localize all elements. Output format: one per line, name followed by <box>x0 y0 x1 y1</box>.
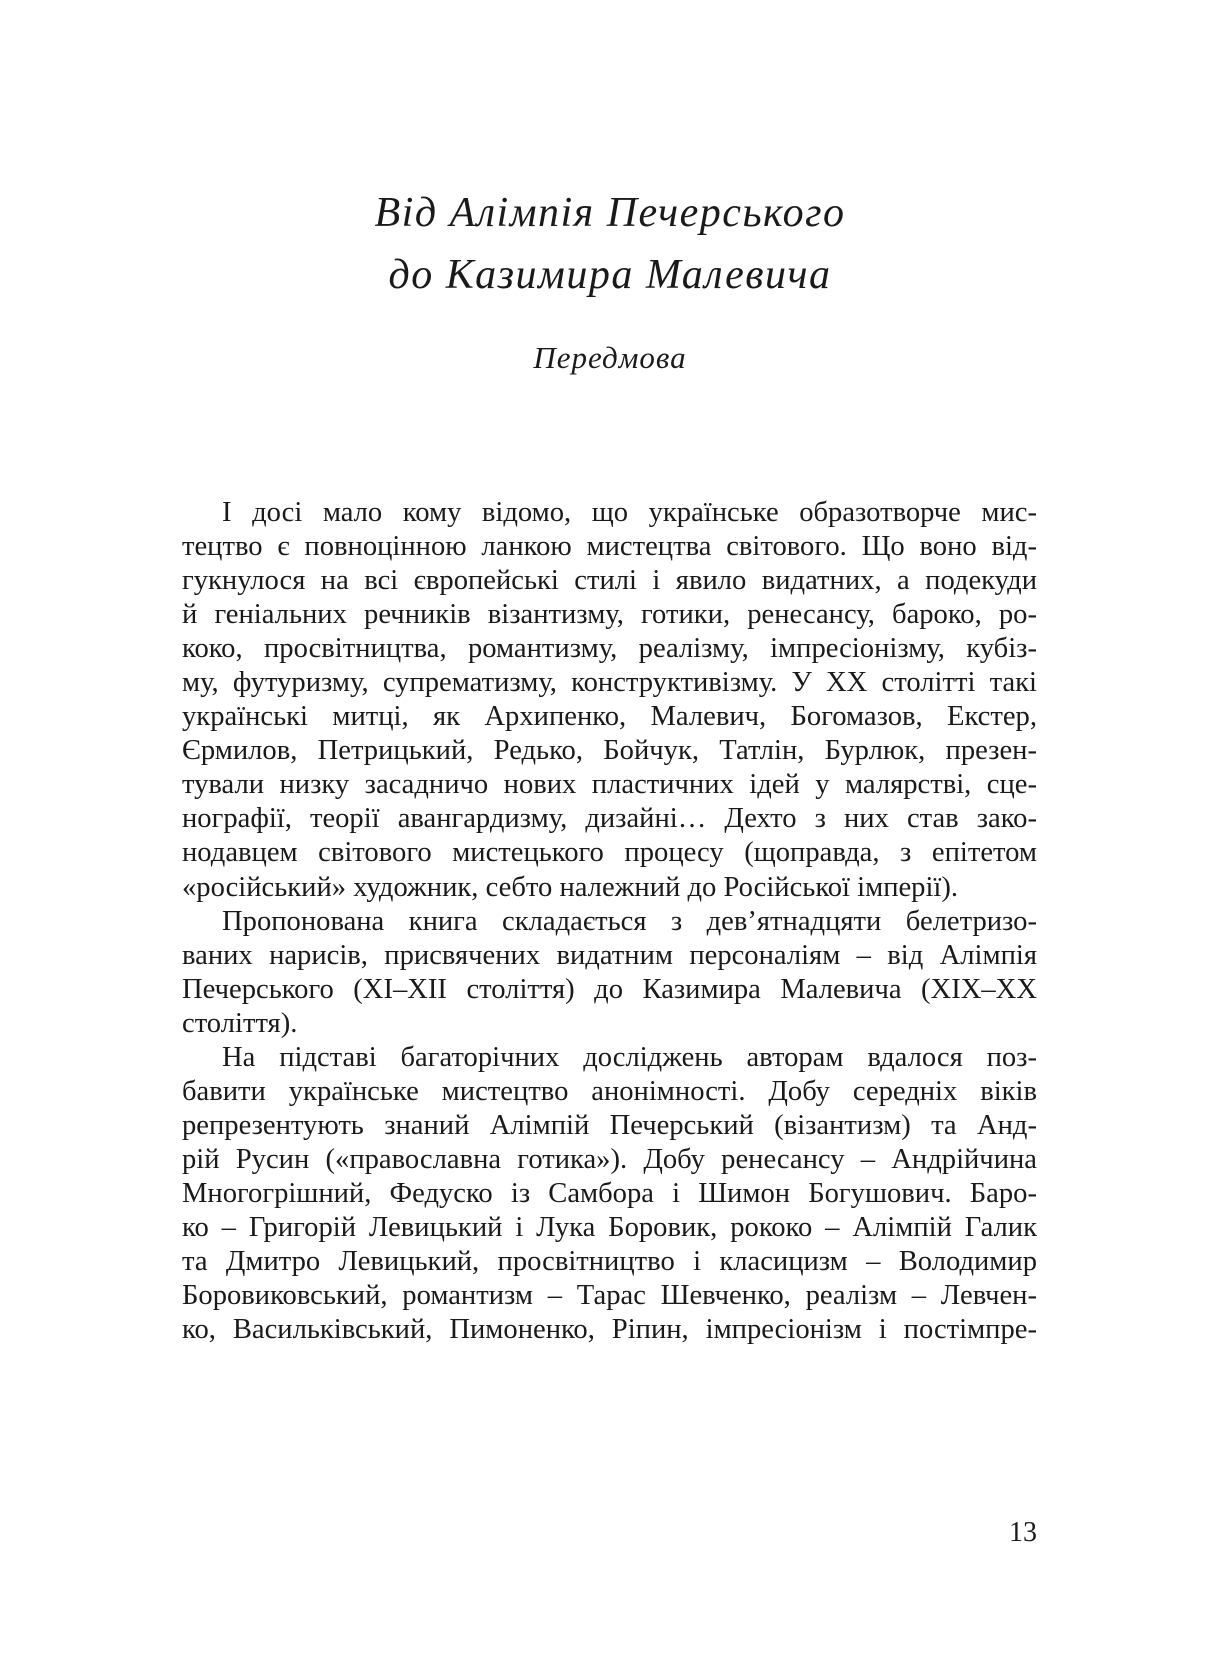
body-text <box>182 496 1037 1347</box>
body-line: нографії, теорії авангардизму, дизайні… Дехто з них став зако- <box>182 803 1037 835</box>
body-line: Боровиковський, романтизм – Тарас Шевченко, реалізм – Левчен- <box>182 1280 1037 1312</box>
body-line: нодавцем світового мистецького процесу (щоправда, з епітетом <box>182 837 1037 869</box>
body-line: бавити українське мистецтво анонімності. Добу середніх віків <box>182 1075 1037 1107</box>
body-line: Пропонована книга складається з дев’ятнадцяти белетризо- <box>222 905 1037 937</box>
body-line: му, футуризму, супрематизму, конструктивізму. У ХХ столітті такі <box>182 667 1037 699</box>
body-line: Многогрішний, Федуско із Самбора і Шимон Богушович. Баро- <box>182 1177 1037 1209</box>
body-line: ко – Григорій Левицький і Лука Боровик, рококо – Алімпій Галик <box>182 1211 1037 1243</box>
body-line: Печерського (ХІ–ХІІ століття) до Казимира Малевича (ХІХ–ХХ <box>182 973 1037 1005</box>
body-line: українські митці, як Архипенко, Малевич, Богомазов, Екстер, <box>182 701 1037 733</box>
body-line: «російський» художник, себто належний до Російської імперії). <box>182 871 959 903</box>
chapter-title-line-2: до Казимира Малевича <box>388 252 832 298</box>
body-line: ваних нарисів, присвячених видатним персоналіям – від Алімпія <box>182 939 1037 971</box>
body-line: століття). <box>182 1007 298 1039</box>
chapter-title-line-1: Від Алімпія Печерського <box>374 190 846 236</box>
body-line: На підставі багаторічних досліджень авторам вдалося поз- <box>222 1041 1037 1073</box>
chapter-subtitle: Передмова <box>533 340 687 375</box>
body-line: коко, просвітництва, романтизму, реалізму, імпресіонізму, кубіз- <box>182 633 1037 665</box>
body-line: тецтво є повноцінною ланкою мистецтва світового. Що воно від- <box>182 531 1037 563</box>
body-line: й геніальних речників візантизму, готики, ренесансу, бароко, ро- <box>182 599 1037 631</box>
body-line: ко, Васильківський, Пимоненко, Ріпин, імпресіонізм і постімпре- <box>182 1314 1037 1346</box>
body-line: тували низку засадничо нових пластичних ідей у малярстві, сце- <box>182 769 1037 801</box>
body-line: та Дмитро Левицький, просвітництво і класицизм – Володимир <box>182 1246 1037 1278</box>
body-line: Єрмилов, Петрицький, Редько, Бойчук, Татлін, Бурлюк, презен- <box>182 735 1037 767</box>
body-line: рій Русин («православна готика»). Добу ренесансу – Андрійчина <box>182 1143 1037 1175</box>
page-number: 13 <box>1009 1517 1037 1548</box>
body-line: репрезентують знаний Алімпій Печерський (візантизм) та Анд- <box>182 1109 1037 1141</box>
body-line: гукнулося на всі європейські стилі і явило видатних, а подекуди <box>182 565 1037 597</box>
body-line: І досі мало кому відомо, що українське образотворче мис- <box>222 497 1037 528</box>
chapter-title <box>0 182 1220 306</box>
